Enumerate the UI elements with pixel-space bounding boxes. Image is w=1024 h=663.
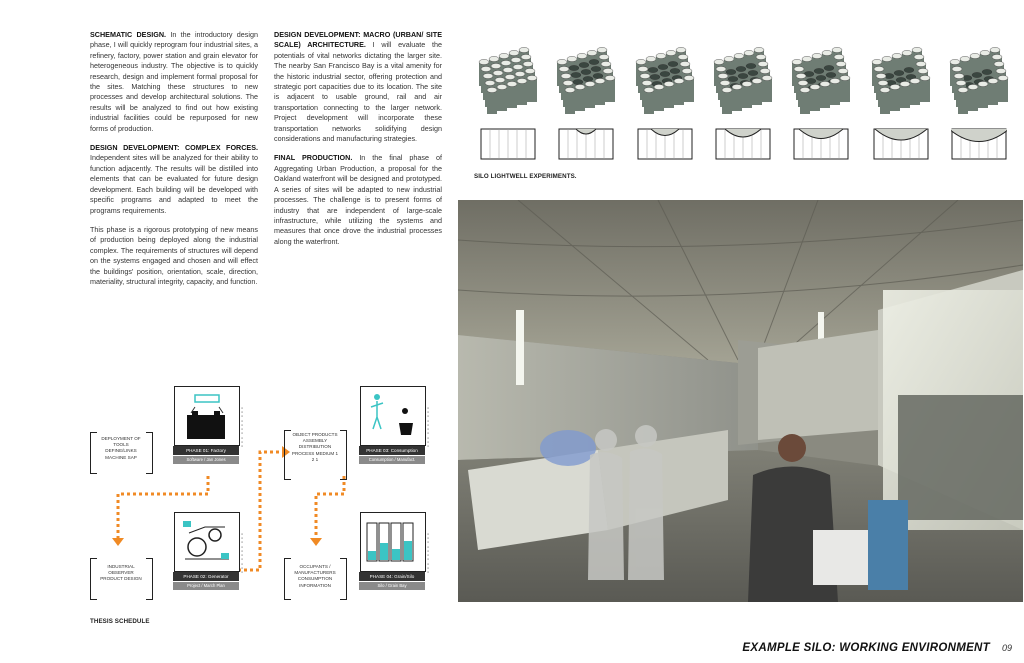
silo-cluster-model xyxy=(865,46,937,118)
page-title: EXAMPLE SILO: WORKING ENVIRONMENT xyxy=(742,642,990,654)
silo-section-diagram xyxy=(480,128,536,160)
phase-04-image xyxy=(360,512,426,572)
silo-section-diagram xyxy=(637,128,693,160)
paragraph-body: I will evaluate the potentials of vital networks dictating the larger site. The nearby San Francisco Bay is a vital amenity for the historic industrial sector, offering protection and strategic port capacities due to its location. The site is adjacent to usable ground, rail and air transportation connecting to the larger network. Project development will incorporate these transportation networks solidifying design considerations and manufacturing strategies. xyxy=(274,40,442,144)
silo-cluster-model xyxy=(629,46,701,118)
paragraph xyxy=(274,153,442,247)
silo-section-diagram xyxy=(793,128,849,160)
silo-cluster-model xyxy=(785,46,857,118)
silo-cluster-model xyxy=(943,46,1015,118)
phase-02-image xyxy=(174,512,240,572)
figure-icon xyxy=(361,387,425,445)
phase-notes: ▪▪▪ ▪▪▪▪ ▪▪▪ xyxy=(426,405,430,448)
phase-label: PHASE 04: Grain/Silo xyxy=(359,572,425,581)
bracket-text: INDUSTRIAL OBSERVER PRODUCT DESIGN xyxy=(100,564,142,582)
bracket-right xyxy=(340,558,347,600)
bracket-left xyxy=(284,430,291,480)
bracket-left xyxy=(90,432,97,474)
generator-icon xyxy=(175,513,239,571)
silo-cluster-model xyxy=(707,46,779,118)
paragraph-body: This phase is a rigorous prototyping of new means of production being deployed along the industrial complex. The requirements of structures will depend on the systems engaged and chosen and will effect the buildings' position, orientation, scale, direction, materiality, structural integrity, capacity, and function. xyxy=(90,224,258,286)
paragraph-body: In the final phase of Aggregating Urban Production, a proposal for the Oakland waterfront will be designed and prototyped. A series of sites will be adapted to new industrial processes. The challenge is to present forms of industry that are independent of large-scale infrastructure, while utilizing the systems and measures that once drove the industrial processes along the waterfront. xyxy=(274,153,442,246)
silo-cluster-model xyxy=(550,46,622,118)
silo-section-diagram xyxy=(873,128,929,160)
bracket-text: OBJECT PRODUCTS ASSEMBLY DISTRIBUTION PROCESS MEDIUM 1 2 1 xyxy=(291,432,339,462)
paragraph-heading: DESIGN DEVELOPMENT: MACRO (URBAN/ SITE SCALE) ARCHITECTURE. xyxy=(274,30,442,50)
phase-notes: ▪▪▪ ▪▪▪▪ ▪▪▪ xyxy=(426,531,430,574)
thesis-caption: THESIS SCHEDULE xyxy=(90,618,150,625)
phase-sub: Silo / Grain Bay xyxy=(359,582,425,590)
paragraph xyxy=(90,225,258,287)
phase-sub: Project / March Plan xyxy=(173,582,239,590)
silo-lightwell-experiments xyxy=(470,28,1023,168)
phase-sub: Consumption / Manufact. xyxy=(359,456,425,464)
silo-caption: SILO LIGHTWELL EXPERIMENTS. xyxy=(474,173,577,180)
thesis-schedule-diagram xyxy=(88,380,448,610)
page-number: 09 xyxy=(1001,643,1012,653)
paragraph xyxy=(274,30,442,144)
silo-section-diagram xyxy=(715,128,771,160)
bracket-left xyxy=(90,558,97,600)
phase-01-image xyxy=(174,386,240,446)
bracket-text: DEPLOYMENT OF TOOLS DEFINE/LINKS MACHINE SAP xyxy=(101,436,141,460)
bracket-right xyxy=(146,558,153,600)
silo-section-diagram xyxy=(558,128,614,160)
phase-notes: ▪▪▪ ▪▪▪▪ ▪▪▪ xyxy=(240,405,244,448)
bracket-left xyxy=(284,558,291,600)
paragraph xyxy=(90,30,258,134)
bracket-text: OCCUPANTS / MANUFACTURERS CONSUMPTION INFORMATION xyxy=(294,564,336,588)
silo-grid-icon xyxy=(361,513,425,571)
paragraph-body: Independent sites will be analyzed for their ability to function adjacently. The results will be distilled into elements that can be evaluated for future design development. Each building will be developed with specific programs and adapted to meet the programs requirements. xyxy=(90,153,258,215)
silo-cluster-model xyxy=(472,46,544,118)
phase-notes: ▪▪▪ ▪▪▪▪ ▪▪▪ xyxy=(240,531,244,574)
phase-sub: Software / Jan Jones xyxy=(173,456,239,464)
paragraph xyxy=(90,143,258,216)
phase-label: PHASE 03: Consumption xyxy=(359,446,425,455)
text-column-right xyxy=(274,30,442,256)
text-column-left xyxy=(90,30,258,296)
interior-render-image xyxy=(458,200,1023,602)
silo-section-diagram xyxy=(951,128,1007,160)
paragraph-heading: SCHEMATIC DESIGN. xyxy=(90,30,171,39)
paragraph-heading: FINAL PRODUCTION. xyxy=(274,153,360,163)
phase-label: PHASE 02: Generator xyxy=(173,572,239,581)
phase-label: PHASE 01: Factory xyxy=(173,446,239,455)
paragraph-body: In the introductory design phase, I will quickly reprogram four industrial sites, a refinery, factory, power station and grain elevator for heterogeneous industry. The objective is to quickly research, design and implement formal proposal for the sites. Matching these structures to new processes and develop architectural solutions. The results will be analyzed to find out how existing industrial facilities could be repurposed for new forms of production. xyxy=(90,30,258,133)
working-environment-render xyxy=(458,200,1023,602)
battery-icon xyxy=(175,387,239,445)
bracket-right xyxy=(340,430,347,480)
phase-03-image xyxy=(360,386,426,446)
bracket-right xyxy=(146,432,153,474)
paragraph-heading: DESIGN DEVELOPMENT: COMPLEX FORCES. xyxy=(90,143,258,153)
